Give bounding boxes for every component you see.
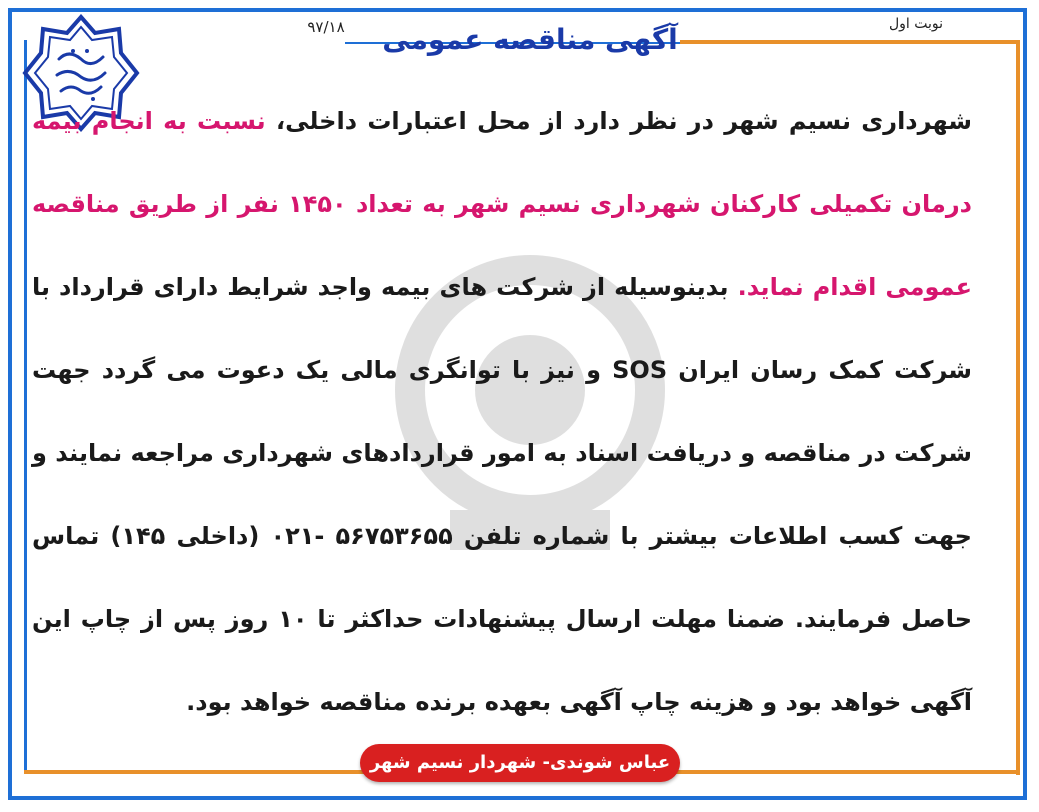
frame-line-top [680,40,1020,44]
signature-badge: عباس شوندی- شهردار نسیم شهر [360,744,680,782]
body-segment-intro: شهرداری نسیم شهر در نظر دارد از محل اعتبارات داخلی، [265,107,972,135]
announcement-body [32,80,972,730]
body-segment-details: بدینوسیله از شرکت های بیمه واجد شرایط دارای قرارداد با شرکت کمک رسان ایران SOS و نیز با توانگری مالی یک دعوت می گردد جهت شرکت در مناقصه و دریافت اسناد به امور قراردادهای شهرداری مراجعه نمایند و جهت کسب اطلاعات بیشتر با شماره تلفن ۵۶۷۵۳۶۵۵ -۰۲۱ (داخلی ۱۴۵) تماس حاصل فرمایند. ضمنا مهلت ارسال پیشنهادات حداکثر تا ۱۰ روز پس از چاپ این آگهی خواهد بود و هزینه چاپ آگهی بعهده برنده مناقصه خواهد بود. [32,273,973,716]
page-title: آگهی مناقصه عمومی [382,23,678,56]
body-segment-highlight: نسبت به انجام بیمه درمان تکمیلی کارکنان شهرداری نسیم شهر به تعداد ۱۴۵۰ نفر از طریق مناقصه عمومی اقدام نماید. [32,107,973,301]
edition-label: نوبت اول [888,16,944,32]
frame-line-left [24,40,27,773]
reference-number: ۹۷/۱۸ [307,18,345,36]
frame-line-right [1016,40,1020,775]
